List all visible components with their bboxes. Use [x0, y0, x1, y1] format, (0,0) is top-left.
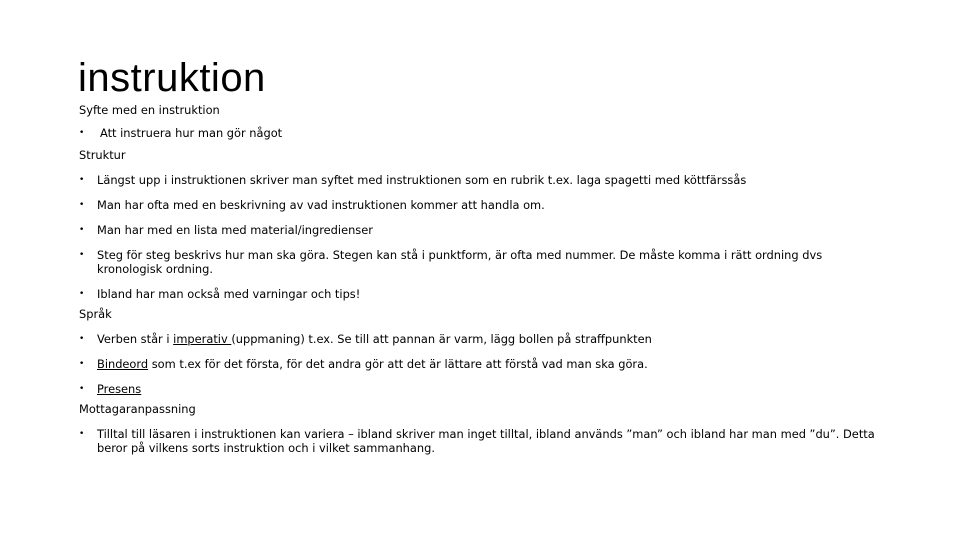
- bullet-text: Steg för steg beskrivs hur man ska göra. Stegen kan stå i punktform, är ofta med nummer. De måste komma i rätt ordning dvs kronologisk ordning.: [97, 248, 823, 276]
- bullet-struktur-4: [79, 248, 842, 276]
- bullet-struktur-5: [79, 287, 879, 301]
- bullet-dot-icon: •: [79, 128, 85, 138]
- bullet-sprak-2: [79, 357, 879, 371]
- bullet-struktur-2: [79, 198, 879, 212]
- bullet-text: [97, 332, 879, 346]
- bullet-mottagar-1: [79, 427, 897, 455]
- bullet-text: Tilltal till läsaren i instruktionen kan variera – ibland skriver man inget tilltal, ibland används ”man” och ibland har man med ”du”. Detta beror på vilkens sorts instruktion och i vilket sammanhang.: [97, 427, 875, 455]
- bullet-struktur-1: [79, 173, 879, 187]
- bullet-dot-icon: •: [79, 175, 85, 185]
- bullet-dot-icon: •: [79, 289, 85, 299]
- bullet-text: Man har ofta med en beskrivning av vad instruktionen kommer att handla om.: [97, 198, 545, 212]
- bullet-text: Längst upp i instruktionen skriver man syftet med instruktionen som en rubrik t.ex. laga spagetti med köttfärssås: [97, 173, 747, 187]
- bullet-sprak-3: [79, 382, 879, 396]
- bullet-dot-icon: •: [79, 384, 85, 394]
- bullet-text-post: som t.ex för det första, för det andra gör att det är lättare att förstå vad man ska göra.: [148, 357, 648, 371]
- bullet-struktur-3: [79, 223, 879, 237]
- link-imperativ[interactable]: imperativ: [173, 332, 232, 346]
- link-presens[interactable]: Presens: [97, 382, 142, 396]
- heading-struktur: Struktur: [79, 148, 126, 162]
- bullet-dot-icon: •: [79, 429, 85, 439]
- bullet-text: [97, 382, 879, 396]
- heading-mottagaranpassning: Mottagaranpassning: [79, 402, 196, 416]
- bullet-text-post: (uppmaning) t.ex. Se till att pannan är varm, lägg bollen på straffpunkten: [231, 332, 652, 346]
- bullet-text: [97, 357, 879, 371]
- bullet-dot-icon: •: [79, 334, 85, 344]
- bullet-dot-icon: •: [79, 359, 85, 369]
- bullet-syfte-1: [79, 126, 879, 140]
- heading-syfte: Syfte med en instruktion: [79, 103, 220, 117]
- slide-content: [79, 101, 879, 455]
- bullet-dot-icon: •: [79, 250, 85, 260]
- bullet-text-pre: Verben står i: [97, 332, 174, 346]
- bullet-text: Att instruera hur man gör något: [100, 126, 283, 140]
- bullet-dot-icon: •: [79, 225, 85, 235]
- bullet-dot-icon: •: [79, 200, 85, 210]
- bullet-text: Ibland har man också med varningar och tips!: [97, 287, 361, 301]
- heading-sprak: Språk: [79, 307, 112, 321]
- bullet-sprak-1: [79, 332, 879, 346]
- bullet-text: Man har med en lista med material/ingredienser: [97, 223, 373, 237]
- link-bindeord[interactable]: Bindeord: [97, 357, 149, 371]
- slide-title: instruktion: [78, 56, 266, 100]
